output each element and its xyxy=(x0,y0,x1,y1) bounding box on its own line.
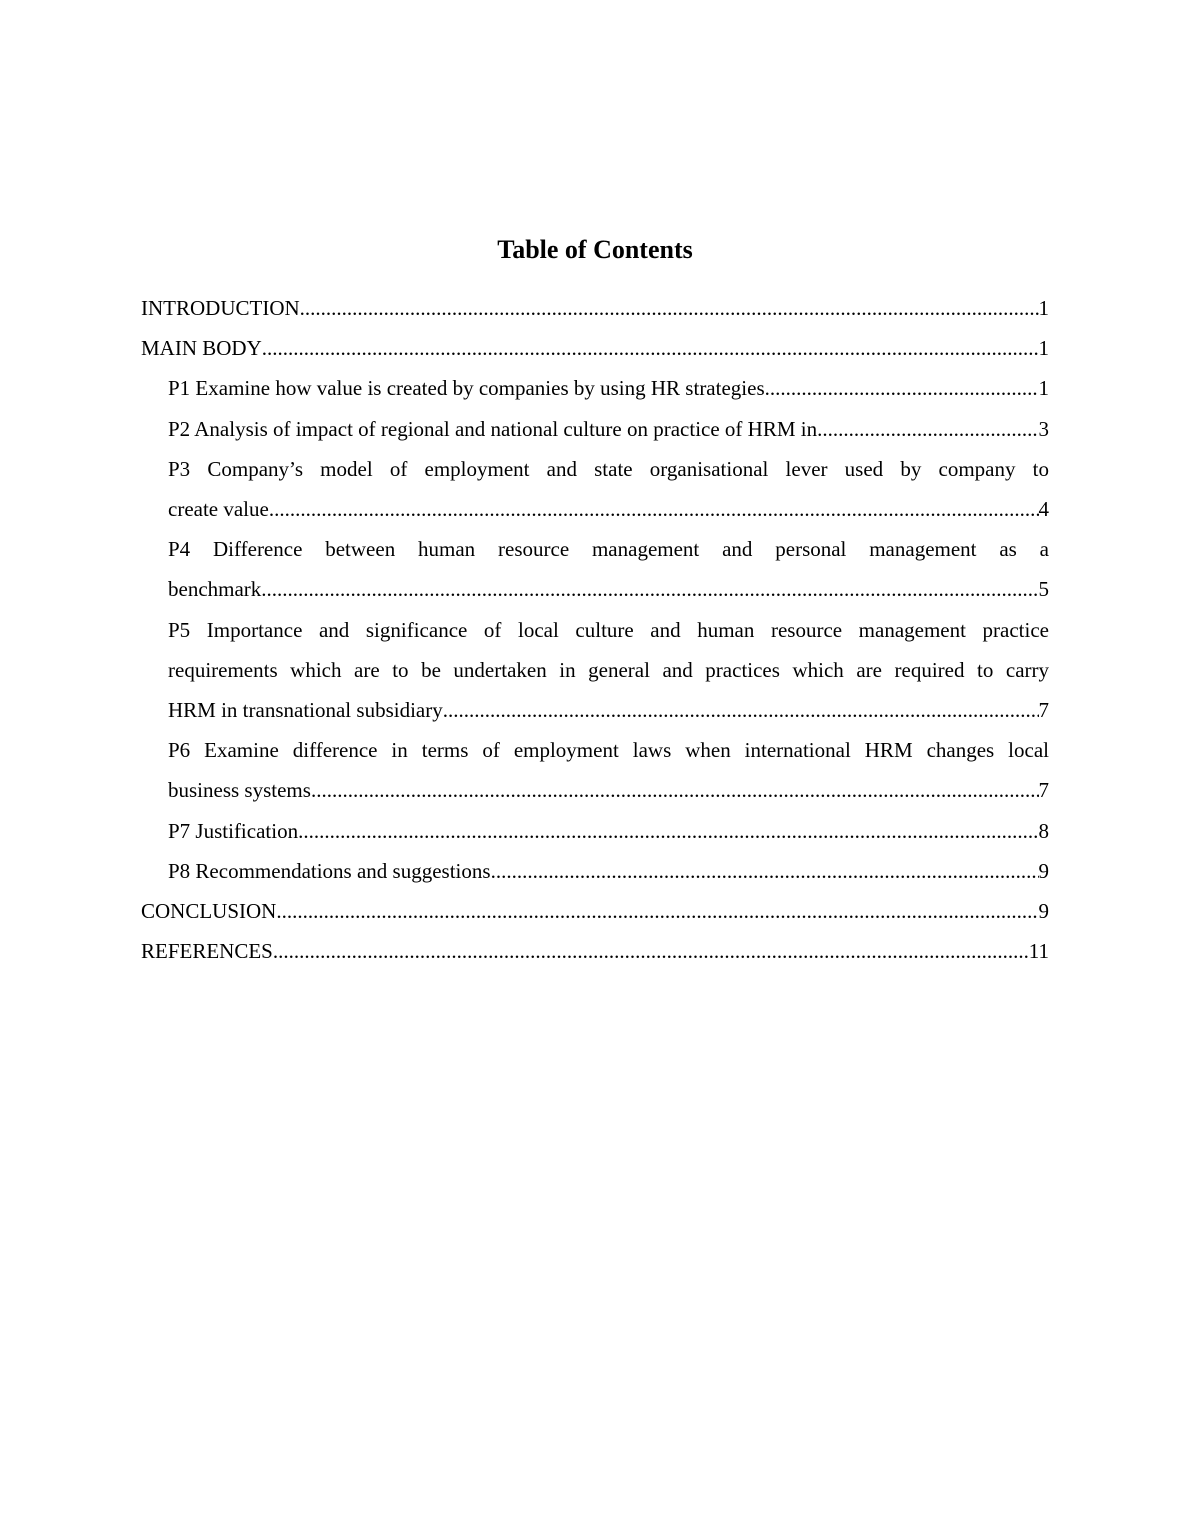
toc-entry-leader-line xyxy=(141,328,1049,368)
toc-page-number: 1 xyxy=(1038,376,1049,401)
toc-entry[interactable] xyxy=(141,891,1049,931)
toc-entry-leader-line xyxy=(168,690,1049,730)
dot-leader xyxy=(300,288,1039,328)
toc-entry-label: HRM in transnational subsidiary xyxy=(168,698,443,723)
toc-entry-label: CONCLUSION xyxy=(141,899,277,924)
dot-leader xyxy=(443,690,1039,730)
toc-page-number: 8 xyxy=(1038,818,1049,843)
toc-entry-label: REFERENCES xyxy=(141,939,273,964)
toc-entry-label: INTRODUCTION xyxy=(141,296,300,320)
toc-page-number: 9 xyxy=(1038,899,1049,924)
table-of-contents xyxy=(141,288,1049,971)
toc-entry[interactable] xyxy=(141,529,1049,609)
toc-entry-leader-line xyxy=(141,931,1049,971)
toc-page-number: 1 xyxy=(1038,296,1049,320)
dot-leader xyxy=(817,409,1038,449)
toc-entry-label: P8 Recommendations and suggestions xyxy=(168,858,491,883)
toc-entry[interactable] xyxy=(141,328,1049,368)
dot-leader xyxy=(311,770,1039,810)
toc-entry-leader-line xyxy=(168,489,1049,529)
dot-leader xyxy=(273,931,1029,971)
toc-entry[interactable] xyxy=(141,449,1049,529)
toc-entry-label: P2 Analysis of impact of regional and national culture on practice of HRM in xyxy=(168,416,818,441)
toc-page-number: 7 xyxy=(1038,698,1049,723)
dot-leader xyxy=(298,811,1038,851)
toc-entry[interactable] xyxy=(141,409,1049,449)
toc-entry[interactable] xyxy=(141,931,1049,971)
toc-entry-label: P1 Examine how value is created by companies by using HR strategies xyxy=(168,376,765,401)
toc-page-number: 4 xyxy=(1038,497,1049,522)
toc-entry[interactable] xyxy=(141,610,1049,731)
toc-entry-text-line: P3 Company’s model of employment and state organisational lever used by company to xyxy=(168,456,1049,481)
toc-entry[interactable] xyxy=(141,288,1049,328)
dot-leader xyxy=(261,569,1038,609)
toc-entry[interactable] xyxy=(141,368,1049,408)
toc-entry[interactable] xyxy=(141,811,1049,851)
toc-entry-leader-line xyxy=(168,368,1049,408)
dot-leader xyxy=(765,368,1039,408)
dot-leader xyxy=(269,489,1039,529)
toc-entry-text-line: P4 Difference between human resource management and personal management as a xyxy=(168,537,1049,562)
toc-title: Table of Contents xyxy=(497,235,693,264)
toc-entry-label: business systems xyxy=(168,778,311,803)
toc-entry-text-line: P5 Importance and significance of local culture and human resource management practice xyxy=(168,617,1049,642)
toc-entry[interactable] xyxy=(141,730,1049,810)
dot-leader xyxy=(262,328,1039,368)
toc-page-number: 1 xyxy=(1038,336,1049,361)
document-page xyxy=(141,232,1049,971)
toc-page-number: 11 xyxy=(1028,939,1049,964)
toc-entry-label: create value xyxy=(168,497,269,522)
toc-entry-leader-line xyxy=(168,851,1049,891)
toc-entry-leader-line xyxy=(141,288,1049,328)
toc-entry-label: MAIN BODY xyxy=(141,336,262,361)
toc-entry-leader-line xyxy=(168,811,1049,851)
toc-page-number: 5 xyxy=(1038,577,1049,602)
toc-entry-text-line: requirements which are to be undertaken in general and practices which are required to carry xyxy=(168,657,1049,682)
toc-entry-label: P7 Justification xyxy=(168,818,299,843)
toc-entry-text-line: P6 Examine difference in terms of employment laws when international HRM changes local xyxy=(168,738,1049,763)
toc-page-number: 7 xyxy=(1038,778,1049,803)
toc-entry-leader-line xyxy=(141,891,1049,931)
toc-entry-leader-line xyxy=(168,569,1049,609)
toc-entry-leader-line xyxy=(168,770,1049,810)
dot-leader xyxy=(491,851,1039,891)
toc-entry[interactable] xyxy=(141,851,1049,891)
toc-entry-label: benchmark xyxy=(168,577,262,602)
dot-leader xyxy=(276,891,1038,931)
toc-entry-leader-line xyxy=(168,409,1049,449)
toc-page-number: 3 xyxy=(1038,416,1049,441)
toc-page-number: 9 xyxy=(1038,858,1049,883)
